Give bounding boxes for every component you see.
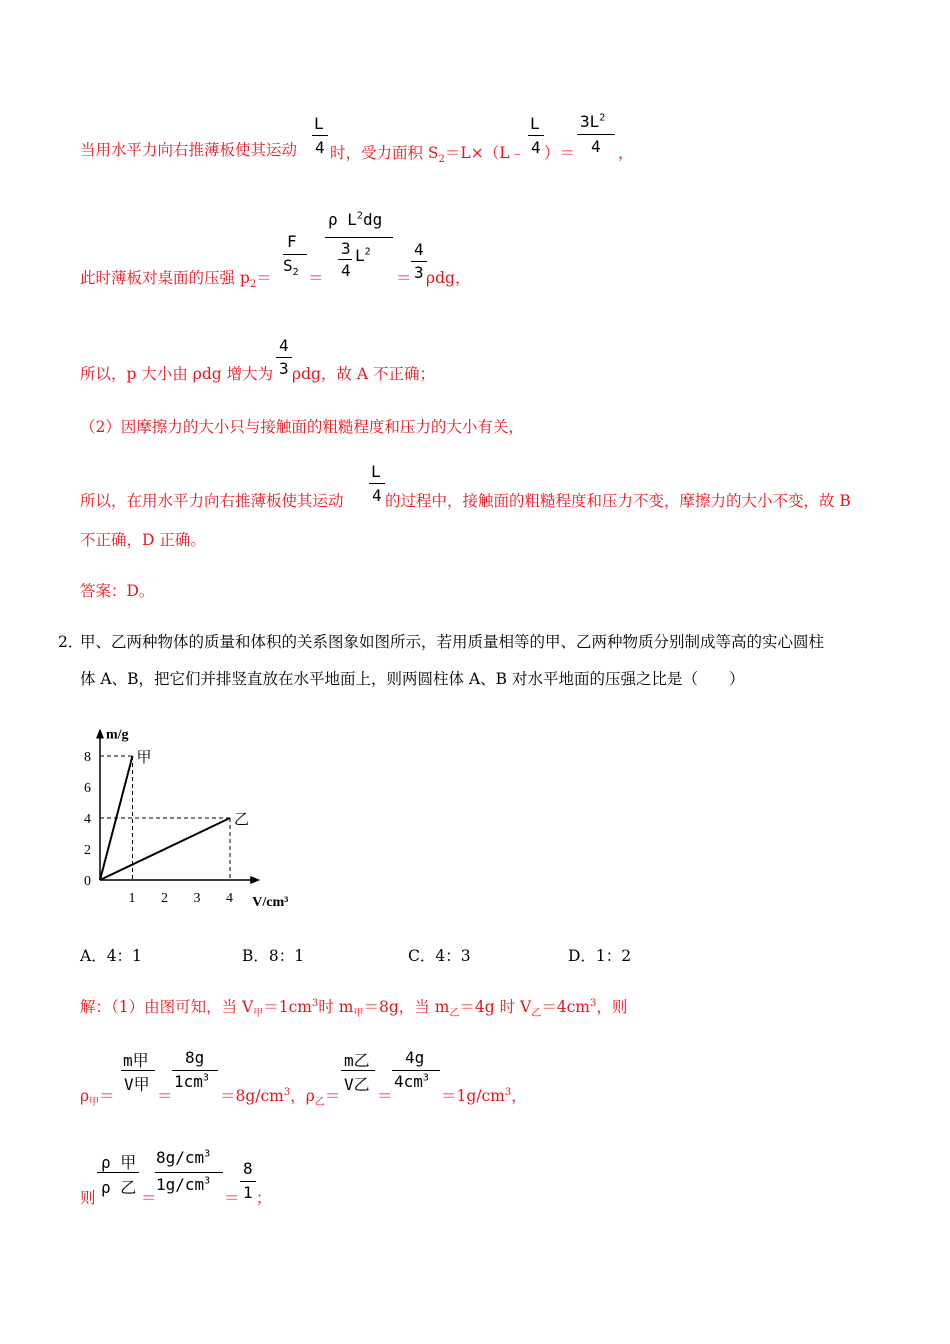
option-d[interactable]: D．1：2 (568, 947, 632, 965)
y-axis-arrow (96, 729, 104, 739)
solution-line-2-eq: ＝ (308, 269, 324, 287)
question-number: 2． (58, 633, 84, 651)
frac-denominator: ρ 乙 (101, 1178, 137, 1197)
frac-numerator: ρ $L^2dg$ (328, 210, 383, 229)
frac-denominator: 4 (531, 138, 541, 157)
fraction-bar (325, 237, 393, 238)
solution-line-6: 不正确，D 正确。 (80, 531, 206, 549)
mass-volume-chart (74, 712, 314, 912)
option-a[interactable]: A．4：1 (80, 947, 142, 965)
ratio-label: 则 (80, 1189, 96, 1207)
density-jia-label: $\rho_甲=$ (80, 1087, 115, 1109)
frac-numerator: $8g/cm^3$ (156, 1148, 211, 1167)
solution-line-5-end: 的过程中，接触面的粗糙程度和压力不变，摩擦力的大小不变，故 B (385, 492, 851, 510)
frac-denominator: $4cm^3$ (394, 1072, 429, 1091)
fraction-bar (312, 135, 328, 136)
x-axis-label: V/cm³ (252, 895, 289, 910)
y-tick-label: 8 (84, 750, 91, 765)
frac-denominator: 1 (243, 1183, 253, 1202)
frac-numerator: 8 (243, 1159, 253, 1178)
eq-sign: ＝ (224, 1189, 240, 1207)
fraction-bar (341, 1070, 375, 1071)
fraction-bar (283, 254, 307, 255)
option-b[interactable]: B．8：1 (242, 947, 305, 965)
y-tick-label: 0 (84, 874, 91, 889)
frac-denominator: 4 (315, 138, 325, 157)
frac-denominator: 4 (341, 261, 351, 280)
solution-line-1: 当用水平力向右推薄板使其运动 (80, 141, 298, 159)
y-tick-label: 4 (84, 812, 91, 827)
solution-line-2-eq3: ＝ (396, 269, 412, 287)
fraction-bar (338, 259, 352, 260)
frac-numerator: m乙 (344, 1051, 370, 1070)
fraction-bar (577, 134, 615, 135)
x-tick-label: 3 (193, 891, 201, 906)
eq-sign: ＝ (141, 1189, 157, 1207)
fraction-bar (276, 357, 292, 358)
frac-numerator: L (371, 462, 381, 481)
solution-line-2-end: ρdg， (426, 269, 471, 287)
frac-denominator: V乙 (344, 1075, 370, 1094)
frac-numerator: 4 (414, 240, 424, 259)
density-yi-result: $=1g/cm^3$， (441, 1086, 527, 1105)
frac-denominator: 4 (591, 137, 601, 156)
y-tick-label: 2 (84, 843, 91, 858)
frac-numerator: 3 (341, 239, 351, 258)
frac-numerator: $3L^2$ (580, 112, 606, 131)
eq-sign: ＝ (157, 1087, 173, 1105)
solution2-line-1: 解：（1）由图可知，当 $V_甲=1cm^3$时 $m_甲=8g$，当 $m_乙=4g$ 时 $V_乙=4cm^3$，则 (80, 997, 628, 1020)
frac-numerator: F (287, 232, 297, 251)
frac-denominator: 3 (414, 263, 424, 282)
frac-numerator: 8g (185, 1048, 205, 1067)
solution-line-3: 所以，p 大小由 ρdg 增大为 (80, 365, 274, 383)
x-tick-label: 1 (128, 891, 136, 906)
frac-numerator: L (314, 114, 324, 133)
frac-term: $L^2$ (355, 246, 371, 265)
fraction-bar (392, 1070, 440, 1071)
frac-numerator: ρ 甲 (101, 1153, 137, 1172)
frac-denominator: $1g/cm^3$ (156, 1175, 211, 1194)
frac-denominator: 3 (279, 359, 289, 378)
answer-line: 答案：D。 (80, 582, 155, 600)
y-axis-label: m/g (106, 727, 129, 743)
option-c[interactable]: C．4：3 (408, 947, 471, 965)
solution-line-1-end: ， (618, 144, 634, 162)
frac-denominator: V甲 (124, 1075, 150, 1094)
solution-line-4: （2）因摩擦力的大小只与接触面的粗糙程度和压力的大小有关， (80, 418, 524, 436)
frac-numerator: 4g (405, 1048, 425, 1067)
frac-denominator: 4 (372, 486, 382, 505)
series-label: 乙 (234, 810, 250, 828)
fraction-bar (121, 1070, 155, 1071)
frac-denominator: $S_2$ (283, 256, 299, 279)
fraction-bar (240, 1181, 256, 1182)
question-line-2: 体 A、B，把它们并排竖直放在水平地面上，则两圆柱体 A、B 对水平地面的压强之比是（ ） (80, 670, 745, 688)
ratio-end: ； (256, 1189, 272, 1207)
solution-line-3-end: ρdg，故 A 不正确； (292, 365, 436, 383)
fraction-bar (172, 1070, 218, 1071)
density-jia-result: $=8g/cm^3$，$\rho_乙=$ (220, 1086, 341, 1109)
fraction-bar (411, 261, 427, 262)
frac-numerator: 4 (279, 336, 289, 355)
fraction-bar (369, 483, 385, 484)
solution-line-5: 所以，在用水平力向右推薄板使其运动 (80, 492, 344, 510)
x-tick-label: 2 (161, 891, 168, 906)
frac-denominator: $1cm^3$ (174, 1072, 209, 1091)
frac-numerator: L (530, 114, 540, 133)
series-line-2 (100, 818, 230, 880)
frac-numerator: m甲 (123, 1051, 149, 1070)
fraction-bar (528, 135, 544, 136)
solution-line-1-close: ）＝ (544, 144, 576, 162)
question-line-1: 甲、乙两种物体的质量和体积的关系图象如图所示，若用质量相等的甲、乙两种物质分别制成等高的实心圆柱 (80, 633, 825, 651)
fraction-bar (155, 1172, 223, 1173)
series-label: 甲 (136, 748, 152, 766)
eq-sign: ＝ (377, 1087, 393, 1105)
fraction-bar (97, 1172, 139, 1173)
solution-line-1-mid: 时，受力面积 $S_2=L\times(L﹣$ (330, 144, 525, 166)
y-tick-label: 6 (84, 781, 91, 796)
x-axis-arrow (250, 876, 260, 884)
solution-line-2: 此时薄板对桌面的压强 $p_2=$ (80, 269, 272, 291)
x-tick-label: 4 (226, 891, 233, 906)
